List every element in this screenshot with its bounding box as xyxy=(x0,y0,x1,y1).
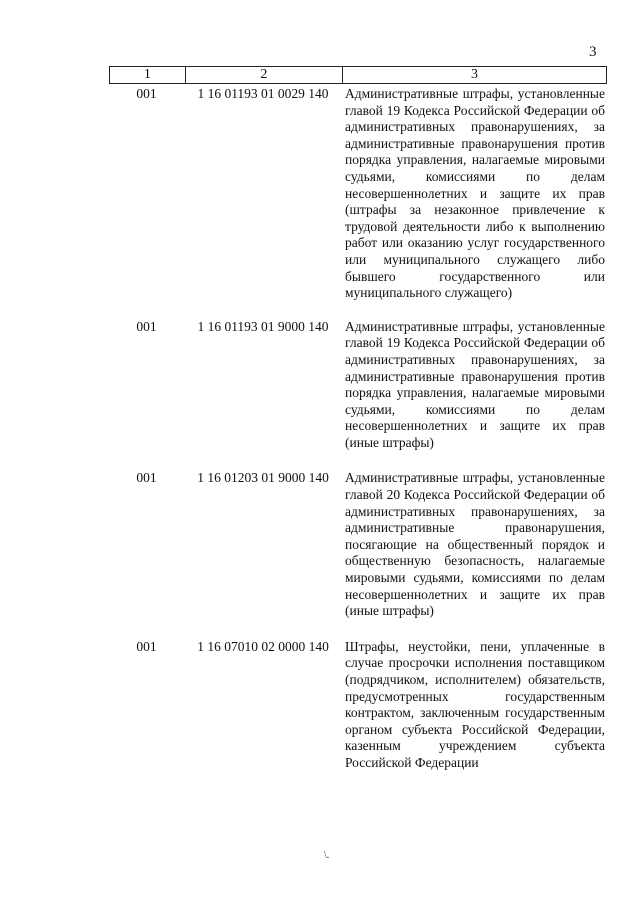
table-row xyxy=(109,319,607,452)
admin-code-cell: 001 xyxy=(136,318,157,334)
page-number: 3 xyxy=(589,44,597,60)
budget-code-cell: 1 16 01193 01 0029 140 xyxy=(197,86,329,101)
table-row xyxy=(109,86,607,302)
admin-code-cell: 001 xyxy=(136,470,157,486)
table-row xyxy=(109,639,607,772)
description-cell: Административные штрафы, установленные главой 19 Кодекса Российской Федерации об административных правонарушениях, за административные правонарушения против порядка управления, налагаемые мировыми судьями, комиссиями по делам несовершеннолетних и защите их прав (иные штрафы) xyxy=(345,318,605,450)
footer-mark: \. xyxy=(324,850,330,861)
column-header-2: 2 xyxy=(185,67,342,83)
description-cell: Штрафы, неустойки, пени, уплаченные в случае просрочки исполнения поставщиком (подрядчиком, исполнителем) обязательств, предусмотренных государственным контрактом, заключенным государственным органом субъекта Российской Федерации, казенным учреждением субъекта Российской Федерации xyxy=(345,638,605,770)
column-header-1: 1 xyxy=(143,67,151,82)
budget-code-cell: 1 16 07010 02 0000 140 xyxy=(197,638,329,654)
column-header-3: 3 xyxy=(342,67,606,83)
description-cell: Административные штрафы, установленные главой 20 Кодекса Российской Федерации об административных правонарушениях, за административные правонарушения, посягающие на общественный порядок и общественную безопасность, налагаемые мировыми судьями, комиссиями по делам несовершеннолетних и защите их прав (иные штрафы) xyxy=(345,470,605,619)
budget-code-cell: 1 16 01193 01 9000 140 xyxy=(197,318,329,334)
table-row xyxy=(109,470,607,619)
budget-code-cell: 1 16 01203 01 9000 140 xyxy=(197,470,329,486)
document-table xyxy=(109,66,607,772)
table-header-row xyxy=(109,66,607,84)
description-cell: Административные штрафы, установленные главой 19 Кодекса Российской Федерации об административных правонарушениях, за административные правонарушения против порядка управления, налагаемые мировыми судьями, комиссиями по делам несовершеннолетних и защите их прав (штрафы за незаконное привлечение к трудовой деятельности либо к выполнению работ или оказанию услуг государственного или муниципального служащего либо бывшего государственного или муниципального служащего) xyxy=(345,86,605,301)
admin-code-cell: 001 xyxy=(136,86,157,101)
admin-code-cell: 001 xyxy=(136,638,157,654)
